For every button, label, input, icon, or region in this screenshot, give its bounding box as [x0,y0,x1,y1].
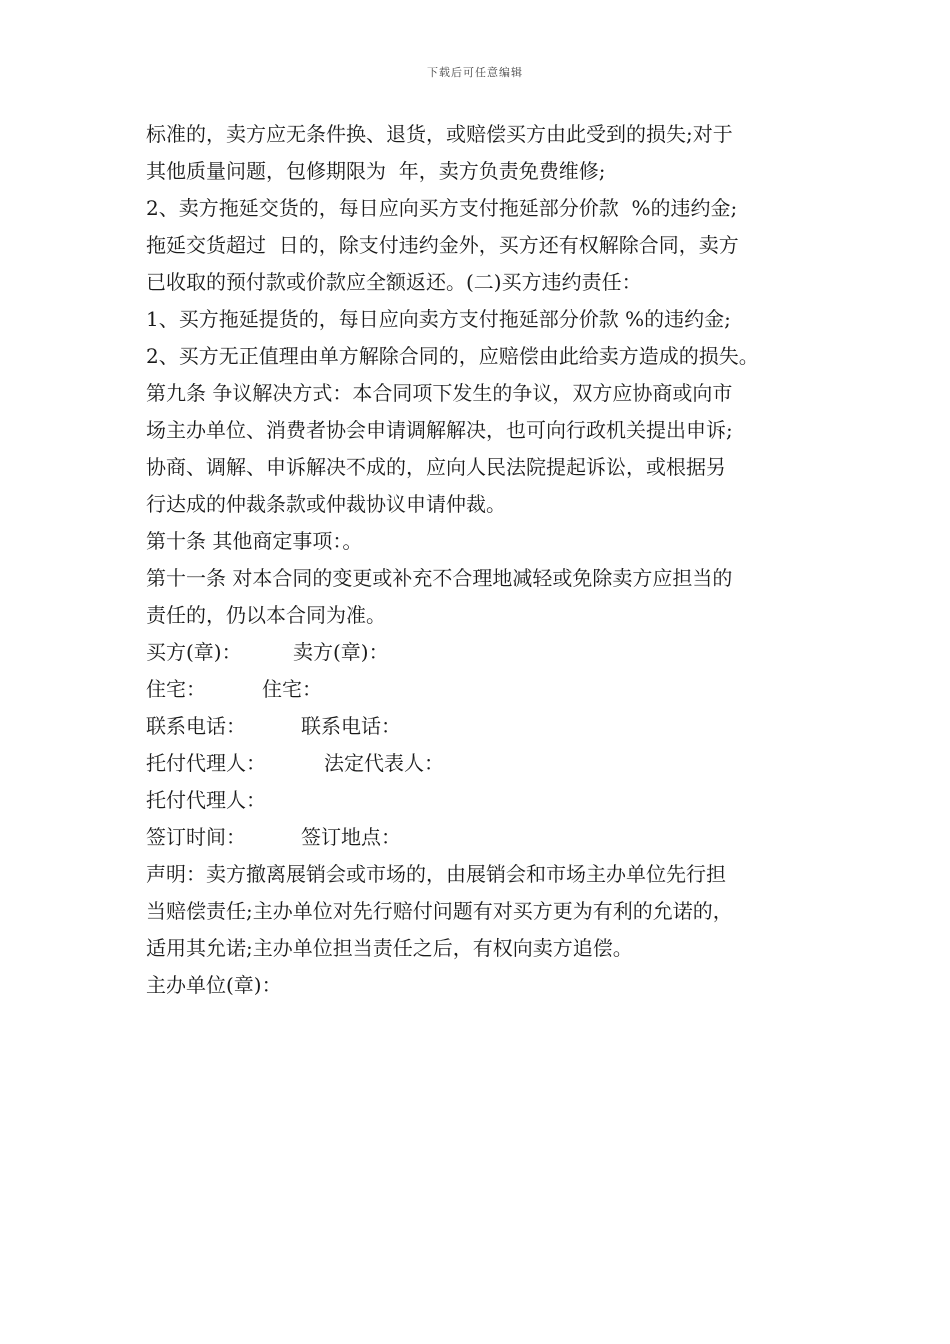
signature-row-phone [146,708,826,745]
signature-row-seller-agent [146,782,826,819]
page-header: 下载后可任意编辑 [427,66,523,79]
buyer-agent-label: 托付代理人： [146,751,266,775]
statement-line: 当赔偿责任;主办单位对先行赔付问题有对买方更为有利的允诺的， [146,899,733,923]
statement-line: 适用其允诺;主办单位担当责任之后，有权向卖方追偿。 [146,936,633,960]
buyer-address-label: 住宅： [146,677,206,701]
paragraph-line: 第十条 其他商定事项：。 [146,529,363,553]
paragraph-line: 场主办单位、消费者协会申请调解解决，也可向行政机关提出申诉; [146,418,733,442]
paragraph-line: 责任的，仍以本合同为准。 [146,603,386,627]
paragraph-line: 第十一条 对本合同的变更或补充不合理地减轻或免除卖方应担当的 [146,566,733,590]
signature-row-seal [146,634,826,671]
sign-time-label: 签订时间： [146,825,246,849]
paragraph-line: 2、卖方拖延交货的，每日应向买方支付拖延部分价款 %的违约金; [146,196,738,220]
sign-place-label: 签订地点： [301,825,401,849]
document-body [146,116,826,1004]
seller-seal-label: 卖方(章)： [293,640,389,664]
seller-legal-rep-label: 法定代表人： [324,751,444,775]
paragraph-line: 2、买方无正值理由单方解除合同的，应赔偿由此给卖方造成的损失。 [146,344,759,368]
signature-row-address [146,671,826,708]
buyer-seal-label: 买方(章)： [146,640,242,664]
paragraph-line: 1、买方拖延提货的，每日应向卖方支付拖延部分价款 %的违约金; [146,307,731,331]
seller-agent-label: 托付代理人： [146,788,266,812]
organizer-seal-label: 主办单位(章)： [146,973,282,997]
paragraph-line: 协商、调解、申诉解决不成的，应向人民法院提起诉讼，或根据另 [146,455,726,479]
buyer-phone-label: 联系电话： [146,714,246,738]
paragraph-line: 行达成的仲裁条款或仲裁协议申请仲裁。 [146,492,506,516]
paragraph-line: 拖延交货超过 日的，除支付违约金外，买方还有权解除合同，卖方 [146,233,739,257]
statement-line: 声明：卖方撤离展销会或市场的，由展销会和市场主办单位先行担 [146,862,726,886]
seller-address-label: 住宅： [262,677,322,701]
signature-row-time-place [146,819,826,856]
signature-row-agent [146,745,826,782]
paragraph-line: 已收取的预付款或价款应全额返还。(二)买方违约责任： [146,270,642,294]
paragraph-line: 第九条 争议解决方式：本合同项下发生的争议，双方应协商或向市 [146,381,733,405]
seller-phone-label: 联系电话： [301,714,401,738]
paragraph-line: 标准的，卖方应无条件换、退货，或赔偿买方由此受到的损失;对于 [146,122,733,146]
paragraph-line: 其他质量问题，包修期限为 年，卖方负责免费维修; [146,159,606,183]
